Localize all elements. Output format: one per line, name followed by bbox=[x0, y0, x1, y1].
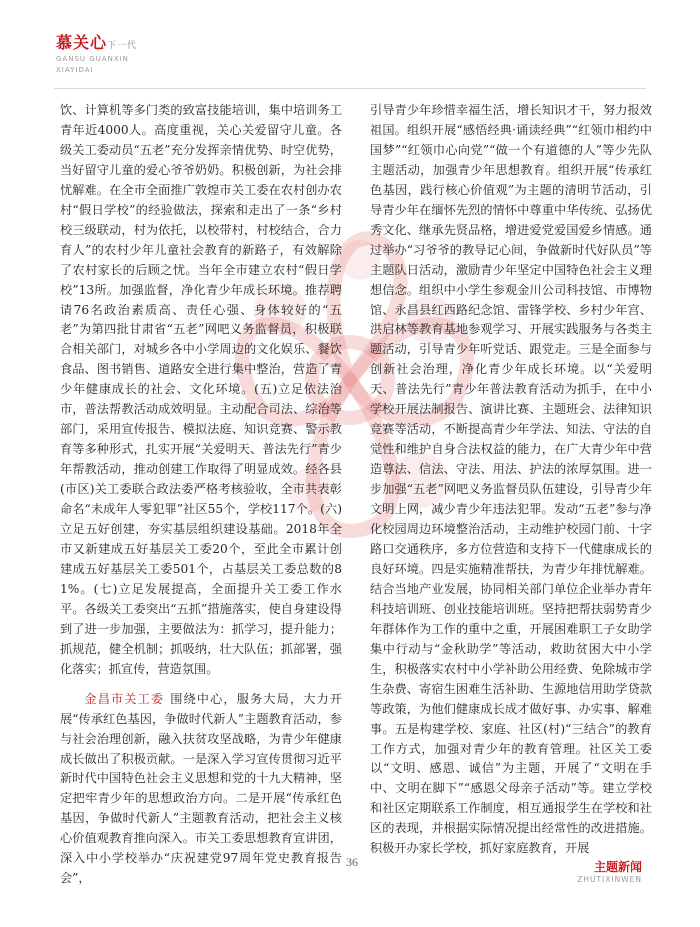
left-paragraph-2-text: 围绕中心，服务大局，大力开展“传承红色基因，争做时代新人”主题教育活动，参与社会治理创新，融入扶贫攻坚战略，为青少年健康成长做出了积极贡献。一是深入学习宣传贯彻习近平新时代中国特色社会主义思想和党的十九大精神，坚定把牢青少年的思想政治方向。二是开展“传承红色基因，争做时代新人”主题教育活动，把社会主义核心价值观教育推向深入。市关工委思想教育宣讲团，深入中小学校举办“庆祝建党97周年党史教育报告会”， bbox=[60, 691, 343, 886]
left-paragraph-2 bbox=[60, 690, 342, 890]
right-paragraph-1: 引导青少年珍惜幸福生活，增长知识才干，努力报效祖国。组织开展“感悟经典·诵读经典”“红领巾相约中国梦”“红领巾心向党”“做一个有道德的人”等少先队主题活动，加强青少年思想教育。组织开展“传承红色基因，践行核心价值观”为主题的清明节活动，引导青少年在缅怀先烈的情怀中尊重中华传统、弘扬优秀文化、继承先贤品格，增进爱党爱国爱乡情感。通过举办“习爷爷的教导记心间，争做新时代好队员”等主题队日活动，激励青少年坚定中国特色社会主义理想信念。组织中小学生参观金川公司科技馆、市博物馆、永昌县红西路纪念馆、雷锋学校、乡村少年宫、洪启林等教育基地参观学习、开展实践服务与各类主题活动，引导青少年听党话、跟党走。三是全面参与创新社会治理，净化青少年成长环境。以“关爱明天、普法先行”青少年普法教育活动为抓手，在中小学校开展法制报告、演讲比赛、主题班会、法律知识竞赛等活动，不断提高青少年学法、知法、守法的自觉性和维护自身合法权益的能力，在广大青少年中营造尊法、信法、守法、用法、护法的浓厚氛围。进一步加强“五老”网吧义务监督员队伍建设，引导青少年文明上网，减少青少年违法犯罪。发动“五老”参与净化校园周边环境整治活动，主动维护校园门前、十字路口交通秩序，多方位营造和支持下一代健康成长的良好环境。四是实施精准帮扶，为青少年排忧解难。结合当地产业发展，协同相关部门单位企业举办青年科技培训班、创业技能培训班。坚持把帮扶弱势青少年群体作为工作的重中之重，开展困难职工子女助学集中行动与“金秋助学”等活动，救助贫困大中小学生，积极落实农村中小学补助公用经费、免除城市学生杂费、寄宿生困难生活补助、生源地信用助学贷款等政策，为他们健康成长成才做好事、办实事、解难事。五是构建学校、家庭、社区(村)“三结合”的教育工作方式，加强对青少年的教育管理。社区关工委以“文明、感恩、诚信”为主题，开展了“文明在手中、文明在脚下”“感恩父母亲子活动”等。建立学校和社区定期联系工作制度，相互通报学生在学校和社区的表现，并根据实际情况提出经常性的改进措施。积极开办家长学校，抓好家庭教育，开展 bbox=[370, 103, 652, 856]
footer-brand-en: ZHUTIXINWEN bbox=[577, 875, 642, 884]
footer-brand-cn: 主题新闻 bbox=[593, 860, 642, 874]
left-paragraph-1: 饮、计算机等多门类的致富技能培训，集中培训务工青年近4000人。高度重视，关心关爱留守儿童。各级关工委动员“五老”充分发挥亲情优势、时空优势，当好留守儿童的爱心爷爷奶奶。积极创新，为社会排忧解难。在全市全面推广敦煌市关工委在农村创办农村“假日学校”的经验做法，探索和走出了一条“乡村校三级联动，村为依托，以校带村，村校结合，合力育人”的农村少年儿童社会教育的新路子，有效解除了农村家长的后顾之忧。当年全市建立农村“假日学校”13所。加强监督，净化青少年成长环境。推荐聘请76名政治素质高、责任心强、身体较好的“五老”为第四批甘肃省“五老”网吧义务监督员，积极联合相关部门，对城乡各中小学周边的文化娱乐、餐饮食品、图书销售、道路安全进行集中整治，营造了青少年健康成长的社会、文化环境。(五)立足依法治市，普法帮教活动成效明显。主动配合司法、综治等部门，采用宣传报告、模拟法庭、知识竞赛、警示教育等多种形式，扎实开展“关爱明天、普法先行”青少年帮教活动，推动创建工作取得了明显成效。经各县(市区)关工委联合政法委严格考核验收，全市共表彰命名“未成年人零犯罪”社区55个，学校117个。(六)立足五好创建，夯实基层组织建设基础。2018年全市又新建成五好基层关工委20个，至此全市累计创建成五好基层关工委501个，占基层关工委总数的81%。(七)立足发展提高，全面提升关工委工作水平。各级关工委突出“五抓”措施落实，使自身建设得到了进一步加强，主要做法为：抓学习，提升能力；抓规范，健全机制；抓吸纳，壮大队伍；抓部署，强化落实；抓宣传，营造氛围。 bbox=[60, 103, 342, 676]
left-column bbox=[60, 101, 343, 886]
page-number: 36 bbox=[346, 855, 358, 869]
header-divider bbox=[54, 88, 646, 89]
logo-pinyin-line2: XIAYIDAI bbox=[56, 66, 94, 74]
magazine-logo bbox=[56, 30, 146, 88]
logo-small-text: 下一代 bbox=[107, 41, 138, 51]
logo-brand bbox=[56, 30, 146, 53]
logo-text: 慕关心 bbox=[56, 33, 108, 52]
right-column bbox=[370, 101, 652, 856]
footer-brand bbox=[577, 858, 642, 884]
logo-pinyin-line1: GANSU GUANXIN bbox=[56, 55, 129, 63]
section-heading-jinchang: 金昌市关工委 bbox=[84, 691, 165, 706]
